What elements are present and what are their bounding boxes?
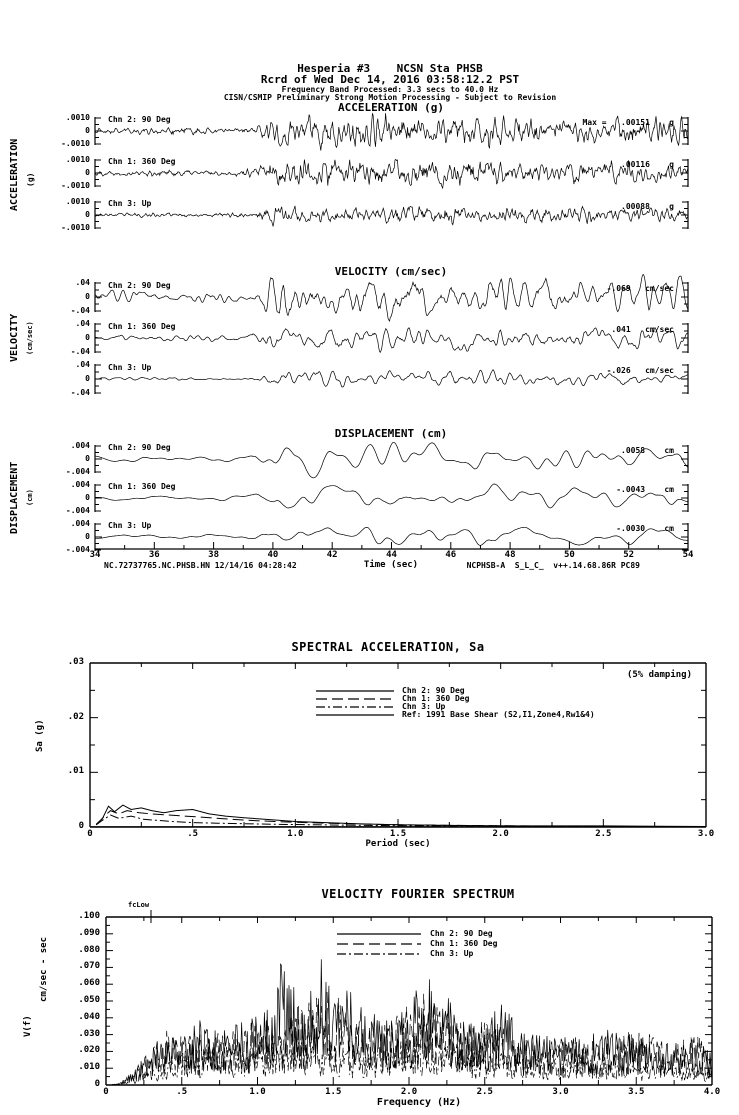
x-tick-label: 52 xyxy=(623,550,635,560)
fourier-y-tick-label: .100 xyxy=(78,911,100,921)
x-tick-label: 54 xyxy=(682,550,694,560)
peak-value-label: -.069 cm/sec xyxy=(606,284,674,293)
y-tick-label: -.004 xyxy=(65,545,90,554)
sa-y-tick-label: .03 xyxy=(67,657,84,667)
sa-curve xyxy=(96,811,706,827)
y-tick-label: -.0010 xyxy=(61,181,90,190)
y-tick-label: -.0010 xyxy=(61,139,90,148)
y-tick-label: -.04 xyxy=(70,347,90,356)
sa-x-tick-label: 1.0 xyxy=(287,829,304,839)
peak-value-label: .0058 cm xyxy=(621,446,674,455)
x-tick-label: 42 xyxy=(326,550,338,560)
fourier-x-tick-label: 1.0 xyxy=(249,1087,266,1097)
y-tick-label: .0010 xyxy=(65,113,90,122)
fourier-y-axis-units: cm/sec - sec xyxy=(39,936,49,1002)
period-axis-label: Period (sec) xyxy=(365,839,431,849)
channel-label: Chn 1: 360 Deg xyxy=(108,322,176,331)
sa-legend-label: Chn 1: 360 Deg xyxy=(402,694,470,703)
channel-label: Chn 3: Up xyxy=(108,199,152,208)
filter-corner-marker: fcLow xyxy=(128,901,150,909)
y-tick-label: -.0010 xyxy=(61,223,90,232)
y-tick-label: .004 xyxy=(70,441,90,450)
y-tick-label: .004 xyxy=(70,480,90,489)
displacement-group-title: DISPLACEMENT (cm) xyxy=(334,427,448,440)
x-tick-label: 44 xyxy=(386,550,397,560)
y-tick-label: .04 xyxy=(75,319,90,328)
channel-label: Chn 1: 360 Deg xyxy=(108,482,176,491)
fourier-y-tick-label: .080 xyxy=(78,944,100,955)
y-tick-label: 0 xyxy=(85,168,90,177)
y-tick-label: 0 xyxy=(85,126,90,135)
displacement-axis-unit: (cm) xyxy=(26,489,34,507)
y-tick-label: 0 xyxy=(85,532,90,541)
fourier-y-tick-label: .020 xyxy=(78,1045,100,1056)
velocity-axis-unit: (cm/sec) xyxy=(26,321,34,355)
channel-label: Chn 2: 90 Deg xyxy=(108,281,171,290)
sa-legend-label: Chn 2: 90 Deg xyxy=(402,686,465,695)
channel-label: Chn 3: Up xyxy=(108,521,152,530)
x-tick-label: 46 xyxy=(445,550,457,560)
record-datetime: Rcrd of Wed Dec 14, 2016 03:58:12.2 PST xyxy=(260,73,520,86)
sa-y-tick-label: .01 xyxy=(67,766,84,777)
acceleration-axis-unit: (g) xyxy=(26,172,35,188)
y-tick-label: 0 xyxy=(85,454,90,463)
fourier-y-tick-label: .090 xyxy=(78,927,100,938)
fourier-legend-label: Chn 2: 90 Deg xyxy=(430,929,493,938)
peak-value-label: -.026 cm/sec xyxy=(606,366,674,375)
peak-value-label: -.0043 cm xyxy=(616,485,674,494)
channel-label: Chn 1: 360 Deg xyxy=(108,157,176,166)
y-tick-label: -.004 xyxy=(65,506,90,515)
fourier-y-tick-label: .040 xyxy=(78,1011,100,1022)
channel-label: Chn 2: 90 Deg xyxy=(108,115,171,124)
record-id-footer: NC.72737765.NC.PHSB.HN 12/14/16 04:28:42 xyxy=(104,561,297,570)
x-tick-label: 36 xyxy=(148,550,160,560)
channel-label: Chn 2: 90 Deg xyxy=(108,443,171,452)
x-tick-label: 50 xyxy=(563,550,575,560)
fourier-y-tick-label: .060 xyxy=(78,978,100,989)
sa-legend-label: Ref: 1991 Base Shear (S2,I1,Zone4,Rw1&4) xyxy=(402,710,595,719)
fourier-y-tick-label: 0 xyxy=(94,1079,100,1089)
displacement-axis-label: DISPLACEMENT xyxy=(9,461,20,535)
fourier-y-axis-label: V(f) xyxy=(23,1015,33,1037)
channel-label: Chn 3: Up xyxy=(108,363,152,372)
fourier-y-tick-label: .030 xyxy=(78,1028,100,1039)
y-tick-label: .004 xyxy=(70,519,90,528)
fourier-x-tick-label: 1.5 xyxy=(325,1087,342,1097)
y-tick-label: 0 xyxy=(85,493,90,502)
sa-y-axis-label: Sa (g) xyxy=(35,719,45,753)
peak-value-label: .00116 g xyxy=(621,160,674,169)
fourier-chart-title: VELOCITY FOURIER SPECTRUM xyxy=(321,887,515,901)
fourier-legend-label: Chn 1: 360 Deg xyxy=(430,939,498,948)
sa-x-tick-label: 0 xyxy=(87,829,93,839)
processing-version-footer: NCPHSB-A S_L_C_ v++.14.68.86R PC89 xyxy=(466,561,640,570)
velocity-group-title: VELOCITY (cm/sec) xyxy=(334,265,448,278)
y-tick-label: -.04 xyxy=(70,306,90,315)
y-tick-label: .04 xyxy=(75,360,90,369)
acceleration-group-title: ACCELERATION (g) xyxy=(338,101,444,114)
fourier-x-tick-label: 0 xyxy=(103,1087,109,1097)
sa-x-tick-label: 2.0 xyxy=(492,829,509,839)
y-tick-label: .0010 xyxy=(65,155,90,164)
x-tick-label: 40 xyxy=(267,550,279,560)
acceleration-axis-label: ACCELERATION xyxy=(9,138,20,212)
y-tick-label: 0 xyxy=(85,333,90,342)
fourier-x-tick-label: .5 xyxy=(176,1087,188,1097)
y-tick-label: -.04 xyxy=(70,388,90,397)
peak-value-label: Max = .00151 g xyxy=(582,118,674,127)
peak-value-label: .041 cm/sec xyxy=(611,325,674,334)
time-axis-label: Time (sec) xyxy=(363,560,419,570)
x-tick-label: 38 xyxy=(208,550,220,560)
sa-x-tick-label: 3.0 xyxy=(697,829,715,839)
fourier-x-tick-label: 2.0 xyxy=(400,1087,418,1097)
x-tick-label: 48 xyxy=(504,550,516,560)
y-tick-label: 0 xyxy=(85,374,90,383)
y-tick-label: -.004 xyxy=(65,467,90,476)
fourier-x-tick-label: 2.5 xyxy=(476,1087,493,1097)
sa-chart-title: SPECTRAL ACCELERATION, Sa xyxy=(291,640,485,654)
fourier-y-tick-label: .070 xyxy=(78,961,100,972)
sa-x-tick-label: 1.5 xyxy=(389,829,407,839)
peak-value-label: .00088 g xyxy=(621,202,674,211)
peak-value-label: -.0030 cm xyxy=(616,524,674,533)
y-tick-label: .04 xyxy=(75,278,90,287)
velocity-axis-label: VELOCITY xyxy=(9,313,20,363)
record-station-title: Hesperia #3 NCSN Sta PHSB xyxy=(297,62,483,75)
fourier-x-tick-label: 3.5 xyxy=(628,1087,645,1097)
fourier-x-tick-label: 4.0 xyxy=(703,1087,721,1097)
damping-annotation: (5% damping) xyxy=(626,670,692,680)
sa-legend-label: Chn 3: Up xyxy=(402,702,446,711)
frequency-band-note: Frequency Band Processed: 3.3 secs to 40.0 Hz xyxy=(281,85,499,94)
waveform-trace xyxy=(95,275,688,322)
fourier-y-tick-label: .050 xyxy=(78,995,100,1005)
sa-y-tick-label: .02 xyxy=(67,711,84,722)
x-tick-label: 34 xyxy=(89,550,101,560)
y-tick-label: 0 xyxy=(85,292,90,301)
sa-x-tick-label: .5 xyxy=(187,829,199,839)
processing-note: CISN/CSMIP Preliminary Strong Motion Processing - Subject to Revision xyxy=(223,93,557,102)
frequency-axis-label: Frequency (Hz) xyxy=(376,1097,462,1108)
sa-x-tick-label: 2.5 xyxy=(595,829,612,839)
fourier-y-tick-label: .010 xyxy=(78,1062,100,1073)
y-tick-label: .0010 xyxy=(65,197,90,206)
fourier-legend-label: Chn 3: Up xyxy=(430,949,474,958)
fourier-x-tick-label: 3.0 xyxy=(552,1087,569,1097)
sa-y-tick-label: 0 xyxy=(78,821,84,831)
y-tick-label: 0 xyxy=(85,210,90,219)
